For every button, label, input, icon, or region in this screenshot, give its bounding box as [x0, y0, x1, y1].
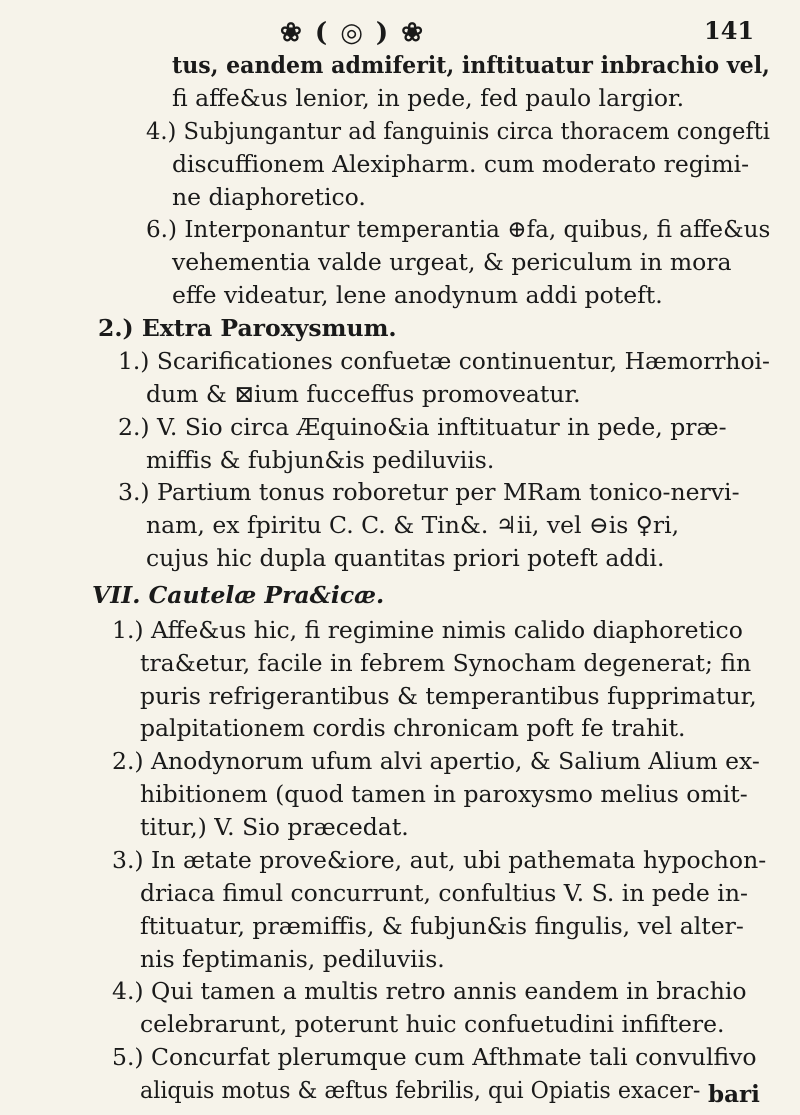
text-line: 2.) V. Sio circa Æquino&ia inftituatur in pede, præ-	[118, 412, 727, 441]
text-line: driaca fimul concurrunt, confultius V. S. in pede in-	[140, 878, 748, 907]
text-line: ne diaphoretico.	[172, 182, 366, 211]
text-line: 3.) In ætate prove&iore, aut, ubi pathemata hypochon-	[112, 845, 767, 874]
catchword: bari	[708, 1081, 760, 1108]
text-line: 1.) Affe&us hic, fi regimine nimis calido diaphoretico	[112, 615, 743, 644]
text-line: 3.) Partium tonus roboretur per MRam tonico-nervi-	[118, 478, 740, 507]
text-line: palpitationem cordis chronicam poft fe trahit.	[140, 714, 686, 743]
text-line: titur,) V. Sio præcedat.	[140, 813, 409, 841]
text-line: dum & ⊠ium fucceffus promoveatur.	[146, 379, 581, 408]
text-line: aliquis motus & æftus febrilis, qui Opiatis exacer-	[140, 1076, 701, 1104]
text-line: cujus hic dupla quantitas priori poteft addi.	[146, 544, 665, 573]
text-line: vehementia valde urgeat, & periculum in mora	[172, 248, 732, 277]
text-line: effe videatur, lene anodynum addi poteft.	[172, 281, 663, 310]
text-line: 4.) Subjungantur ad fanguinis circa thoracem congefti	[146, 116, 771, 145]
text-line: 1.) Scarificationes confuetæ continuentur, Hæmorrhoi-	[118, 346, 770, 375]
section-heading: 2.) Extra Paroxysmum.	[98, 314, 397, 342]
text-line: fi affe&us lenior, in pede, fed paulo largior.	[172, 83, 685, 112]
text-line: nis feptimanis, pediluviis.	[140, 944, 445, 973]
text-line: celebrarunt, poterunt huic confuetudini infiftere.	[140, 1010, 725, 1039]
text-line: tra&etur, facile in febrem Synocham degenerat; fin	[140, 648, 752, 677]
header-ornament: ❀ ( ◎ ) ❀	[280, 18, 426, 48]
text-line: puris refrigerantibus & temperantibus fupprimatur,	[140, 681, 757, 710]
text-line: 2.) Anodynorum ufum alvi apertio, & Salium Alium ex-	[112, 747, 760, 776]
text-line: 5.) Concurfat plerumque cum Afthmate tali convulfivo	[112, 1043, 757, 1072]
text-line: miffis & fubjun&is pediluviis.	[146, 445, 495, 474]
text-line: hibitionem (quod tamen in paroxysmo melius omit-	[140, 780, 748, 809]
text-line: tus, eandem admiferit, inftituatur inbrachio vel,	[172, 51, 770, 79]
text-line: 6.) Interponantur temperantia ⊕fa, quibus, fi affe&us	[146, 215, 771, 244]
running-header	[0, 12, 800, 52]
text-line: nam, ex fpiritu C. C. & Tin&. ♃ii, vel ⊖is ♀ri,	[146, 511, 680, 540]
text-line: discuffionem Alexipharm. cum moderato regimi-	[172, 149, 750, 178]
text-line: ftituatur, præmiffis, & fubjun&is fingulis, vel alter-	[140, 911, 744, 940]
text-line: 4.) Qui tamen a multis retro annis eandem in brachio	[112, 977, 747, 1006]
page-number: 141	[704, 16, 755, 45]
section-heading: VII. Cautelæ Pra&icæ.	[92, 580, 385, 609]
